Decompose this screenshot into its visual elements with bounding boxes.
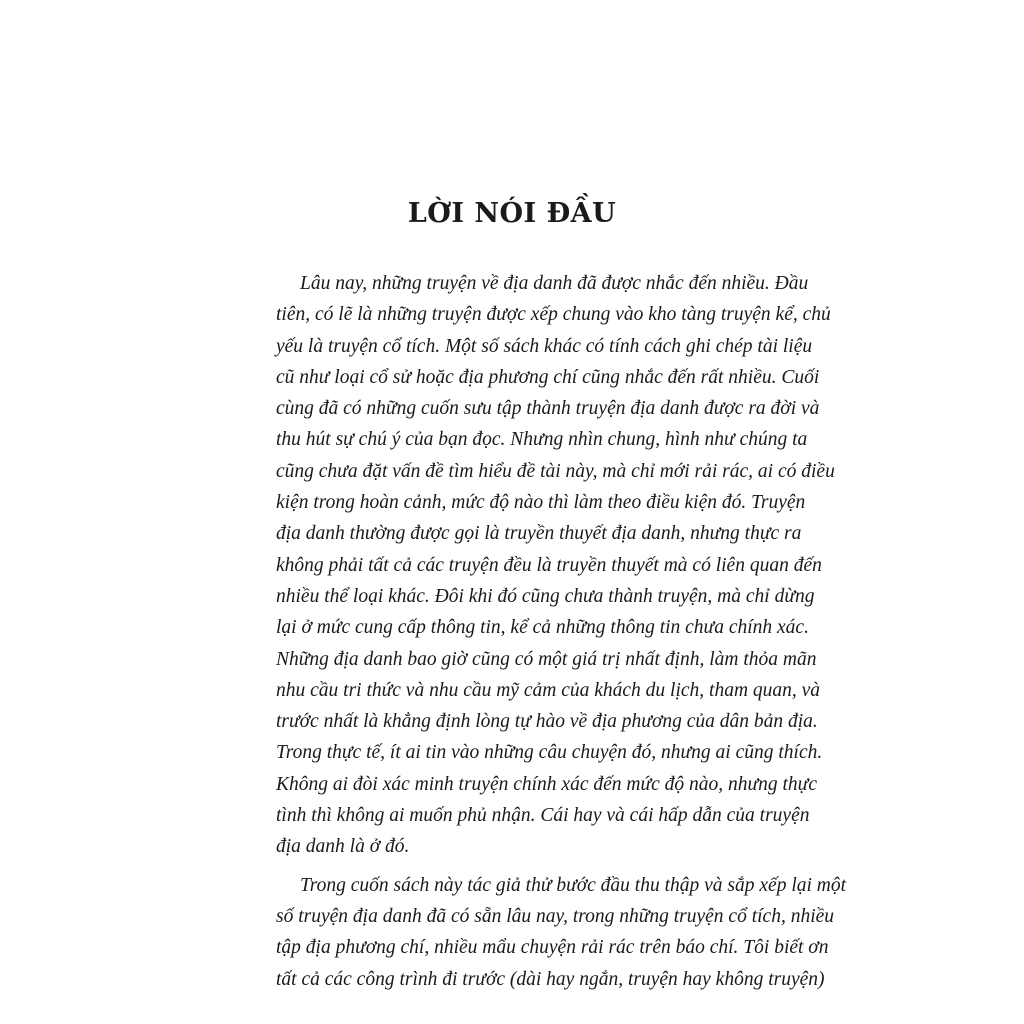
text-line: lại ở mức cung cấp thông tin, kể cả những thông tin chưa chính xác. — [276, 617, 809, 639]
text-line: Những địa danh bao giờ cũng có một giá trị nhất định, làm thỏa mãn — [276, 648, 817, 670]
text-line: thu hút sự chú ý của bạn đọc. Nhưng nhìn chung, hình như chúng ta — [276, 429, 808, 451]
text-line: Trong thực tế, ít ai tin vào những câu chuyện đó, nhưng ai cũng thích. — [276, 742, 823, 764]
text-line: kiện trong hoàn cảnh, mức độ nào thì làm theo điều kiện đó. Truyện — [276, 492, 806, 514]
text-line: yếu là truyện cổ tích. Một số sách khác có tính cách ghi chép tài liệu — [276, 335, 813, 357]
text-line: cùng đã có những cuốn sưu tập thành truyện địa danh được ra đời và — [276, 398, 820, 420]
paragraph-1 — [276, 268, 835, 863]
text-line: tất cả các công trình đi trước (dài hay ngắn, truyện hay không truyện) — [276, 968, 825, 990]
text-line: nhiều thể loại khác. Đôi khi đó cũng chưa thành truyện, mà chỉ dừng — [276, 585, 815, 607]
text-line: tiên, có lẽ là những truyện được xếp chung vào kho tàng truyện kể, chủ — [276, 304, 831, 326]
text-line: cũng chưa đặt vấn đề tìm hiểu đề tài này, mà chỉ mới rải rác, ai có điều — [276, 460, 835, 482]
text-line: tập địa phương chí, nhiều mẩu chuyện rải rác trên báo chí. Tôi biết ơn — [276, 937, 829, 959]
text-line: trước nhất là khẳng định lòng tự hào về địa phương của dân bản địa. — [276, 711, 818, 733]
text-line: số truyện địa danh đã có sẵn lâu nay, trong những truyện cổ tích, nhiều — [276, 905, 835, 927]
page-title: LỜI NÓI ĐẦU — [407, 198, 617, 229]
paragraph-2 — [276, 870, 847, 995]
body-text — [276, 268, 847, 995]
text-line: cũ như loại cổ sử hoặc địa phương chí cũng nhắc đến rất nhiều. Cuối — [276, 366, 820, 388]
text-line: Trong cuốn sách này tác giả thử bước đầu thu thập và sắp xếp lại một — [300, 874, 847, 896]
text-line: không phải tất cả các truyện đều là truyền thuyết mà có liên quan đến — [276, 554, 822, 576]
text-line: Lâu nay, những truyện về địa danh đã được nhắc đến nhiều. Đầu — [300, 273, 809, 294]
text-line: nhu cầu tri thức và nhu cầu mỹ cảm của khách du lịch, tham quan, và — [276, 679, 821, 701]
text-line: tình thì không ai muốn phủ nhận. Cái hay và cái hấp dẫn của truyện — [276, 805, 810, 827]
text-line: Không ai đòi xác minh truyện chính xác đến mức độ nào, nhưng thực — [276, 773, 817, 795]
text-line: địa danh thường được gọi là truyền thuyết địa danh, nhưng thực ra — [276, 523, 802, 545]
text-line: địa danh là ở đó. — [276, 836, 410, 858]
